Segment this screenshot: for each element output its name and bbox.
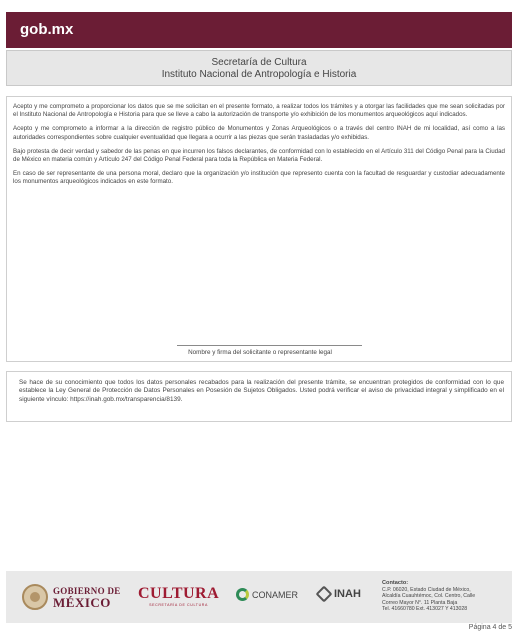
page-number: Página 4 de 5 (468, 624, 512, 631)
inah-icon (316, 586, 333, 603)
declaration-paragraph-3: Bajo protesta de decir verdad y sabedor de las penas en que incurren los falsos declarantes, de conformidad con lo establecido en el Artículo 311 del Código Penal para la Ciudad de México en materia común y Artículo 247 del Código Penal Federal para toda la República en Materia Federal. (13, 147, 505, 164)
contact-line-3: Correo Mayor N°. 11 Planta Baja (382, 599, 458, 606)
conamer-logo-text: CONAMER (252, 589, 299, 600)
conamer-logo (236, 588, 298, 601)
header-secretaria: Secretaría de Cultura (211, 57, 307, 68)
contact-line-2: Alcaldía Cuauhtémoc, Col. Centro, Calle (382, 593, 476, 600)
gob-mx-logo[interactable]: gob.mx (20, 21, 74, 38)
signature-line[interactable] (177, 345, 362, 346)
declaration-box (6, 96, 512, 362)
footer-bar (6, 571, 512, 623)
document-header (6, 50, 512, 86)
gobierno-de-mexico-logo (22, 584, 121, 610)
contact-line-1: C.P. 06020, Estado Ciudad de México, (382, 586, 471, 593)
conamer-icon (236, 588, 249, 601)
declaration-paragraph-2: Acepto y me comprometo a informar a la dirección de registro público de Monumentos y Zonas Arqueológicos o a través del centro INAH de mi localidad, así como a las autoridades correspondientes sobre cualquier eventualidad que llegara a ocurrir a las piezas que serán trasladadas y/o exhibidas. (13, 125, 505, 141)
privacy-notice-text: Se hace de su conocimiento que todos los datos personales recabados para la realización del presente trámite, se encuentran protegidos de conformidad con lo que establece la Ley General de Protección de Datos Personales en Posesión de Sujetos Obligados. Usted podrá verificar el aviso de privacidad integral y simplificado en el siguiente vínculo: https://inah.gob.mx/transparencia/8139. (19, 379, 504, 403)
contact-line-4: Tel. 41660780 Ext. 413027 Y 413028 (382, 606, 468, 613)
gob-logo-line2: MÉXICO (53, 595, 111, 610)
privacy-notice-box (6, 371, 512, 422)
declaration-paragraph-4: En caso de ser representante de una persona moral, declaro que la organización y/o institución que represento cuenta con la facultad de resguardar y custodiar adecuadamente los monumentos arqueológicos indicados en este formato. (13, 170, 505, 186)
inah-logo (318, 588, 361, 600)
cultura-logo-text: CULTURA (138, 585, 220, 602)
inah-logo-text: INAH (334, 588, 361, 600)
mexico-seal-icon (22, 584, 48, 610)
gob-logo-line1: GOBIERNO DE (53, 586, 121, 596)
contact-info (382, 580, 510, 613)
declaration-paragraph-1: Acepto y me comprometo a proporcionar los datos que se me solicitan en el presente formato, a realizar todos los trámites y a otorgar las facilidades que me sean solicitadas por el Instituto Nacional de Antropología e Historia para que se lleve a cabo la autorización de transporte y/o exhibición de los monumentos arqueológicos aquí indicados. (13, 103, 505, 119)
cultura-logo-subtext: SECRETARÍA DE CULTURA (149, 603, 208, 607)
header-instituto: Instituto Nacional de Antropología e Historia (161, 69, 357, 80)
top-bar (6, 12, 512, 48)
contact-title: Contacto: (382, 580, 409, 586)
signature-label: Nombre y firma del solicitante o representante legal (188, 349, 332, 356)
cultura-logo (138, 585, 219, 607)
